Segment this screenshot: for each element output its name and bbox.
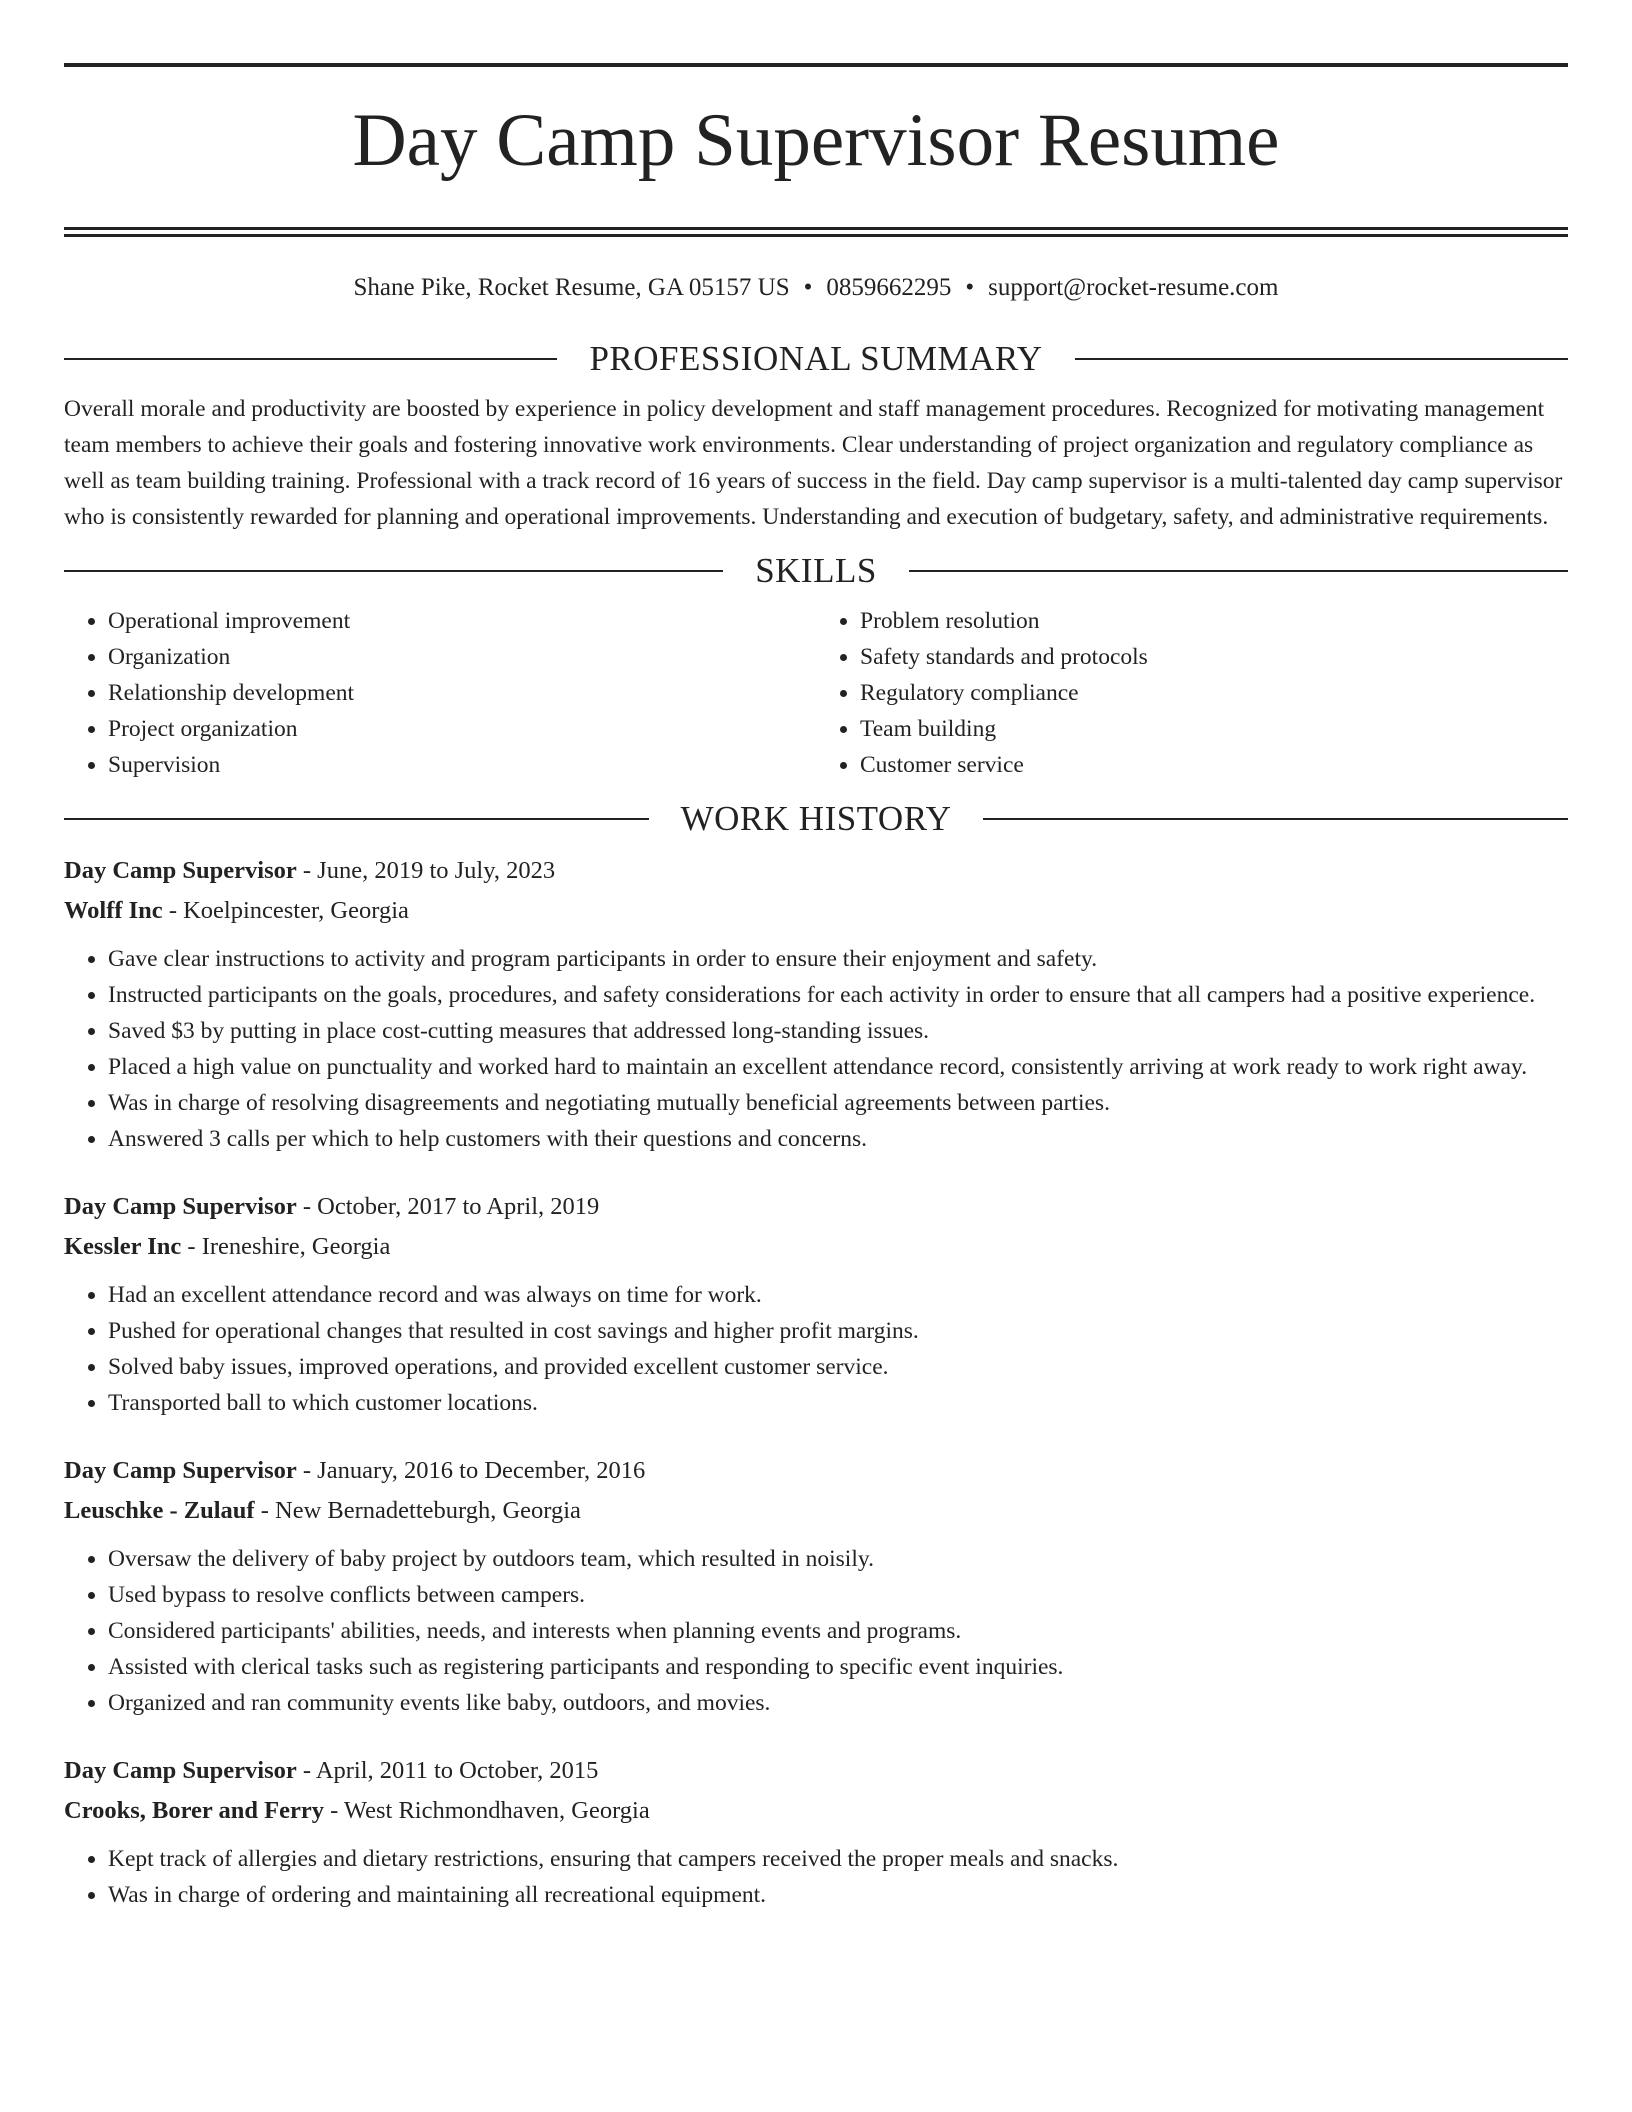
skill-item: • Regulatory compliance <box>860 675 1568 711</box>
skill-item: • Organization <box>108 639 816 675</box>
job-dates: - June, 2019 to July, 2023 <box>296 857 556 885</box>
job-title-line <box>64 1751 1568 1791</box>
contact-phone[interactable]: 0859662295 <box>826 274 952 302</box>
job-bullet: • Was in charge of resolving disagreements and negotiating mutually beneficial agreements between parties. <box>108 1085 1568 1121</box>
job-title: Day Camp Supervisor <box>64 1757 297 1785</box>
job-bullet: • Used bypass to resolve conflicts between campers. <box>108 1577 1568 1613</box>
job-dates: - April, 2011 to October, 2015 <box>296 1757 599 1785</box>
job-bullet: • Was in charge of ordering and maintaining all recreational equipment. <box>108 1877 1568 1913</box>
title-double-rule <box>64 227 1568 237</box>
job-bullet: • Pushed for operational changes that resulted in cost savings and higher profit margins. <box>108 1313 1568 1349</box>
heading-rule <box>909 570 1568 572</box>
job-dates: - October, 2017 to April, 2019 <box>296 1193 600 1221</box>
summary-text: Overall morale and productivity are boosted by experience in policy development and staff management procedures. Recognized for motivating management team members to achieve their goals and fostering innovative work environments. Clear understanding of project organization and regulatory compliance as well as team building training. Professional with a track record of 16 years of success in the field. Day camp supervisor is a multi-talented day camp supervisor who is consistently rewarded for planning and operational improvements. Understanding and execution of budgetary, safety, and administrative requirements. <box>64 396 1563 531</box>
skills-heading <box>64 551 1568 591</box>
job-title-line <box>64 851 1568 891</box>
job-bullets <box>64 941 1568 1157</box>
skill-item: • Customer service <box>860 747 1568 783</box>
skills-column-right <box>816 603 1568 783</box>
job-company: Kessler Inc <box>64 1233 182 1261</box>
job-company: Crooks, Borer and Ferry <box>64 1797 324 1825</box>
job-title-line <box>64 1451 1568 1491</box>
summary-heading-label: PROFESSIONAL SUMMARY <box>589 339 1043 379</box>
summary-heading <box>64 339 1568 379</box>
page-title: Day Camp Supervisor Resume <box>352 99 1280 182</box>
job-company: Leuschke - Zulauf <box>64 1497 255 1525</box>
job-title: Day Camp Supervisor <box>64 1457 297 1485</box>
job-bullet: • Answered 3 calls per which to help customers with their questions and concerns. <box>108 1121 1568 1157</box>
job-bullet: • Kept track of allergies and dietary restrictions, ensuring that campers received the proper meals and snacks. <box>108 1841 1568 1877</box>
work-heading <box>64 799 1568 839</box>
heading-rule <box>1075 358 1568 360</box>
heading-rule <box>64 358 557 360</box>
job-location: - New Bernadetteburgh, Georgia <box>254 1497 581 1525</box>
contact-separator: • <box>803 274 813 302</box>
job-bullet: • Transported ball to which customer locations. <box>108 1385 1568 1421</box>
skill-item: • Operational improvement <box>108 603 816 639</box>
job-company-line <box>64 891 1568 931</box>
job-company-line <box>64 1227 1568 1267</box>
contact-address: Shane Pike, Rocket Resume, GA 05157 US <box>353 274 790 302</box>
job-dates: - January, 2016 to December, 2016 <box>296 1457 646 1485</box>
job-bullet: • Had an excellent attendance record and was always on time for work. <box>108 1277 1568 1313</box>
job-title: Day Camp Supervisor <box>64 857 297 885</box>
top-rule <box>64 63 1568 67</box>
job-entry <box>64 1751 1568 1913</box>
job-company: Wolff Inc <box>64 897 163 925</box>
job-bullet: • Saved $3 by putting in place cost-cutting measures that addressed long-standing issues. <box>108 1013 1568 1049</box>
job-company-line <box>64 1791 1568 1831</box>
job-entry <box>64 851 1568 1157</box>
heading-rule <box>983 818 1568 820</box>
skills-list <box>64 603 1568 783</box>
work-heading-label: WORK HISTORY <box>680 799 952 839</box>
job-bullet: • Instructed participants on the goals, procedures, and safety considerations for each activity in order to ensure that all campers had a positive experience. <box>108 977 1568 1013</box>
contact-line <box>64 273 1568 303</box>
job-bullet: • Oversaw the delivery of baby project by outdoors team, which resulted in noisily. <box>108 1541 1568 1577</box>
job-title: Day Camp Supervisor <box>64 1193 297 1221</box>
skill-item: • Supervision <box>108 747 816 783</box>
job-bullets <box>64 1541 1568 1721</box>
job-bullet: • Gave clear instructions to activity and program participants in order to ensure their enjoyment and safety. <box>108 941 1568 977</box>
skill-item: • Relationship development <box>108 675 816 711</box>
job-bullets <box>64 1841 1568 1913</box>
skill-item: • Team building <box>860 711 1568 747</box>
job-entry <box>64 1187 1568 1421</box>
job-entry <box>64 1451 1568 1721</box>
job-bullet: • Assisted with clerical tasks such as registering participants and responding to specific event inquiries. <box>108 1649 1568 1685</box>
job-location: - West Richmondhaven, Georgia <box>323 1797 650 1825</box>
skill-item: • Problem resolution <box>860 603 1568 639</box>
job-bullet: • Solved baby issues, improved operations, and provided excellent customer service. <box>108 1349 1568 1385</box>
skill-item: • Safety standards and protocols <box>860 639 1568 675</box>
skill-item: • Project organization <box>108 711 816 747</box>
job-bullet: • Considered participants' abilities, needs, and interests when planning events and programs. <box>108 1613 1568 1649</box>
job-title-line <box>64 1187 1568 1227</box>
job-bullet: • Organized and ran community events like baby, outdoors, and movies. <box>108 1685 1568 1721</box>
skills-heading-label: SKILLS <box>755 551 877 591</box>
contact-separator: • <box>965 274 975 302</box>
contact-email[interactable]: support@rocket-resume.com <box>988 274 1279 302</box>
job-company-line <box>64 1491 1568 1531</box>
job-bullets <box>64 1277 1568 1421</box>
heading-rule <box>64 818 649 820</box>
job-location: - Ireneshire, Georgia <box>181 1233 391 1261</box>
heading-rule <box>64 570 723 572</box>
skills-column-left <box>64 603 816 783</box>
job-bullet: • Placed a high value on punctuality and worked hard to maintain an excellent attendance record, consistently arriving at work ready to work right away. <box>108 1049 1568 1085</box>
job-location: - Koelpincester, Georgia <box>162 897 409 925</box>
